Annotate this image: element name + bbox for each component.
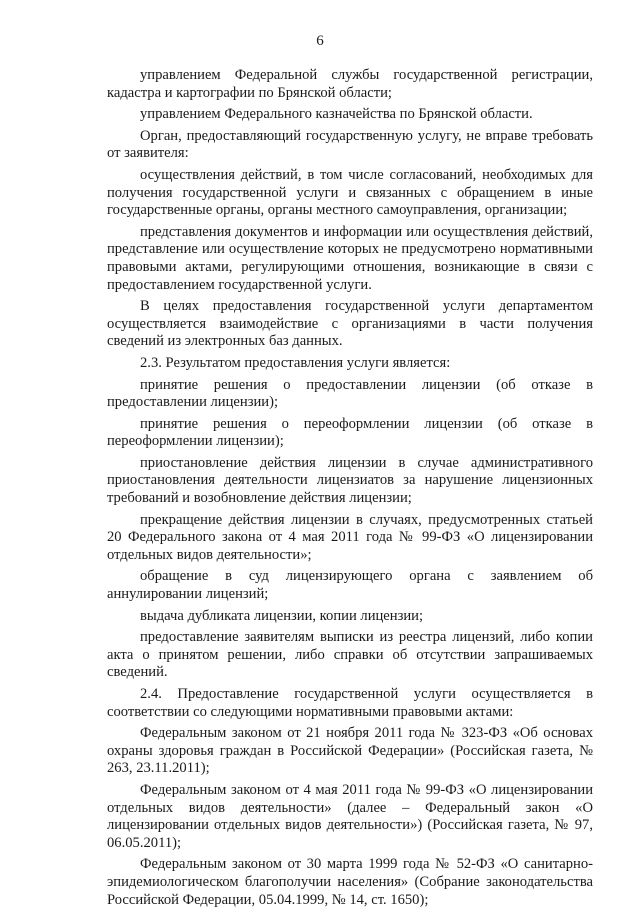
paragraph: В целях предоставления государственной услуги департаментом осуществляется взаимодействие с организациями в части получения сведений из электронных баз данных. — [107, 298, 593, 350]
paragraph: управлением Федеральной службы государственной регистрации, кадастра и картографии по Брянской области; — [107, 67, 593, 101]
list-item: прекращение действия лицензии в случаях, предусмотренных статьей 20 Федерального закона от 4 мая 2011 года № 99-ФЗ «О лицензировании отдельных видов деятельности»; — [107, 511, 593, 563]
list-item: обращение в суд лицензирующего органа с заявлением об аннулировании лицензий; — [107, 568, 593, 603]
legal-act-item: Федеральным законом от 4 мая 2011 года № 99-ФЗ «О лицензировании отдельных видов деятельности» (далее – Федеральный закон «О лицензировании отдельных видов деятельности») (Российская газета, № 97, 06.05.2011); — [107, 781, 593, 851]
paragraph: представления документов и информации или осуществления действий, представление или осуществление которых не предусмотрено нормативными правовыми актами, регулирующими отношения, возникающие в связи с предоставлением государственной услуги. — [107, 223, 593, 293]
legal-act-item: Федеральным законом от 21 ноября 2011 года № 323-ФЗ «Об основах охраны здоровья граждан в Российской Федерации» (Российская газета, № 263, 23.11.2011); — [107, 725, 593, 777]
list-item: принятие решения о предоставлении лицензии (об отказе в предоставлении лицензии); — [107, 376, 593, 411]
section-heading: 2.4. Предоставление государственной услуги осуществляется в соответствии со следующими нормативными правовыми актами: — [107, 686, 593, 720]
section-heading: 2.3. Результатом предоставления услуги является: — [140, 354, 451, 371]
list-item: предоставление заявителям выписки из реестра лицензий, либо копии акта о принятом решении, либо справки об отсутствии запрашиваемых сведений. — [107, 629, 593, 681]
paragraph: управлением Федерального казначейства по Брянской области. — [140, 106, 533, 123]
document-body — [107, 67, 593, 913]
list-item: выдача дубликата лицензии, копии лицензии; — [140, 607, 424, 624]
legal-act-item: Федеральным законом от 30 марта 1999 года № 52-ФЗ «О санитарно-эпидемиологическом благополучии населения» (Собрание законодательства Российской Федерации, 05.04.1999, № 14, ст. 1650); — [107, 856, 593, 908]
list-item: принятие решения о переоформлении лицензии (об отказе в переоформлении лицензии); — [107, 415, 593, 450]
paragraph: Орган, предоставляющий государственную услугу, не вправе требовать от заявителя: — [107, 127, 593, 162]
list-item: приостановление действия лицензии в случае административного приостановления деятельности лицензиатов за нарушение лицензионных требований и возобновление действия лицензии; — [107, 454, 593, 507]
paragraph: осуществления действий, в том числе согласований, необходимых для получения государственной услуги и связанных с обращением в иные государственные органы, органы местного самоуправления, организации; — [107, 166, 593, 219]
page-number: 6 — [316, 33, 324, 49]
